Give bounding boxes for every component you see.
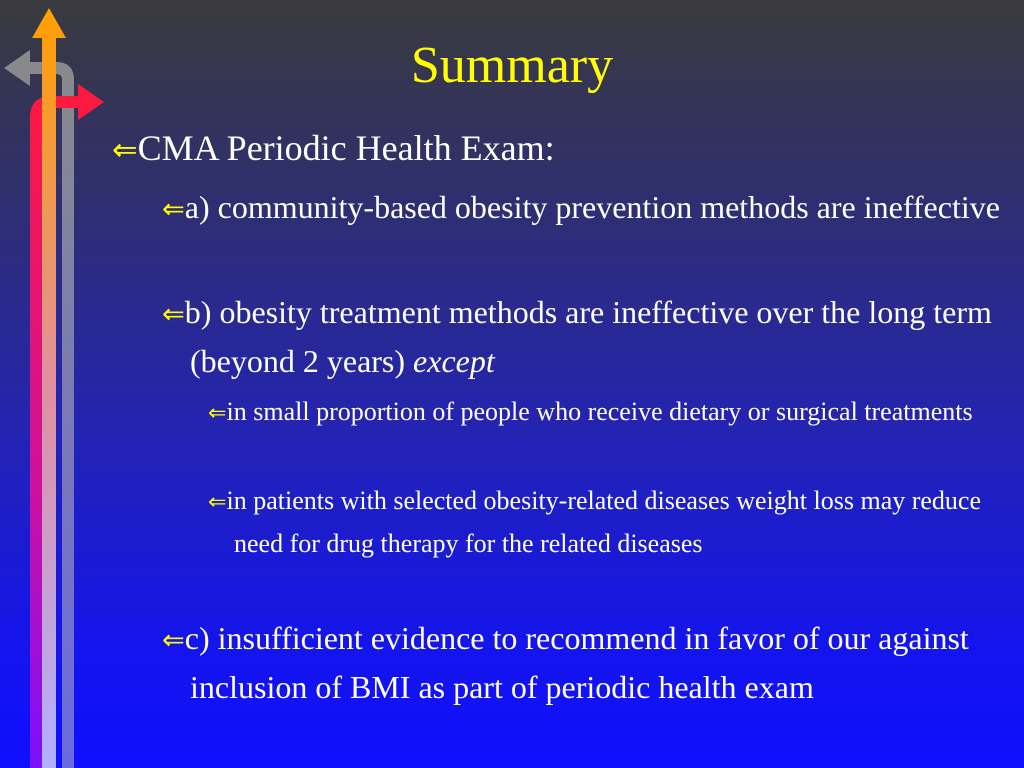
- bullet-text: CMA Periodic Health Exam:: [137, 128, 555, 168]
- bullet-text: a) community-based obesity prevention methods are ineffective: [184, 189, 1000, 225]
- bullet-arrow-icon: ⇐: [208, 489, 227, 515]
- bullet-arrow-icon: ⇐: [112, 133, 138, 168]
- bullet-text: in small proportion of people who receive dietary or surgical treatments: [226, 397, 973, 426]
- bullet-level3: [208, 391, 1014, 434]
- bullet-emphasis: except: [413, 343, 495, 379]
- bullet-text: c) insufficient evidence to recommend in favor of our against inclusion of BMI as part of periodic health exam: [184, 620, 969, 705]
- bullet-text: b) obesity treatment methods are ineffective over the long term (beyond 2 years): [184, 294, 992, 379]
- bullet-level3: [208, 480, 1014, 564]
- bullet-level2: [162, 289, 1024, 384]
- bullet-text: in patients with selected obesity-related diseases weight loss may reduce need for drug therapy for the related diseases: [226, 486, 982, 558]
- bullet-level2: [162, 615, 1024, 710]
- bullet-arrow-icon: ⇐: [162, 625, 185, 656]
- slide-title: Summary: [410, 37, 614, 94]
- bullet-arrow-icon: ⇐: [208, 400, 227, 426]
- bullet-level2: [162, 184, 1024, 233]
- bullet-arrow-icon: ⇐: [162, 299, 185, 330]
- bullet-arrow-icon: ⇐: [162, 194, 185, 225]
- bullet-level1: [112, 126, 555, 173]
